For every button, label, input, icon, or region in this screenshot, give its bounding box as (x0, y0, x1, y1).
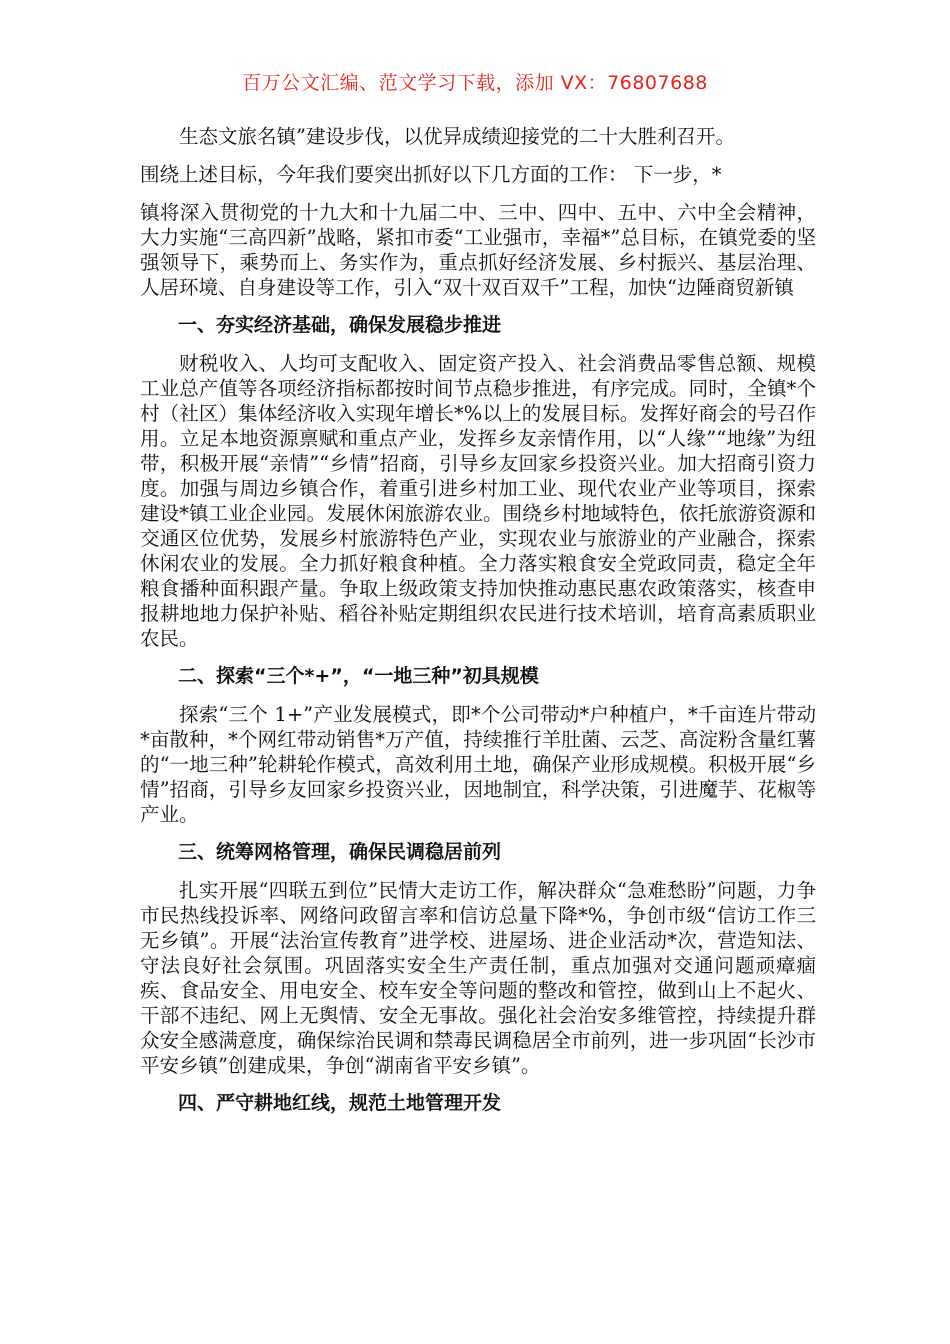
section-body-1: 财税收入、人均可支配收入、固定资产投入、社会消费品零售总额、规模工业总产值等各项经济指标都按时间节点稳步推进，有序完成。同时，全镇*个村（社区）集体经济收入实现年增长*%以上的发展目标。发挥好商会的号召作用。立足本地资源禀赋和重点产业，发挥乡友亲情作用，以“人缘”“地缘”为纽带，积极开展“亲情”“乡情”招商，引导乡友回家乡投资兴业。加大招商引资力度。加强与周边乡镇合作，着重引进乡村加工业、现代农业产业等项目，探索建设*镇工业企业园。发展休闲旅游农业。围绕乡村地域特色，依托旅游资源和交通区位优势，发展乡村旅游特色产业，实现农业与旅游业的产业融合，探索休闲农业的发展。全力抓好粮食种植。全力落实粮食安全党政同责，稳定全年粮食播种面积跟产量。争取上级政策支持加快推动惠民惠农政策落实，核查申报耕地地力保护补贴、稻谷补贴定期组织农民进行技术培训，培育高素质职业农民。 (140, 352, 816, 650)
intro-paragraph-1: 生态文旅名镇”建设步伐，以优异成绩迎接党的二十大胜利召开。 (179, 125, 735, 148)
section-heading-2: 二、探索“三个*+”，“一地三种”初具规模 (178, 665, 539, 687)
intro-paragraph-3: 镇将深入贯彻党的十九大和十九届二中、三中、四中、五中、六中全会精神，大力实施“三高四新”战略，紧扣市委“工业强市，幸福*”总目标，在镇党委的坚强领导下，乘势而上、务实作为，重点抓好经济发展、乡村振兴、基层治理、人居环境、自身建设等工作，引入“双十双百双千”工程，加快“边陲商贸新镇 (140, 201, 816, 299)
watermark-header: 百万公文汇编、范文学习下载，添加 VX：76807688 (242, 72, 708, 94)
section-heading-1: 一、夯实经济基础，确保发展稳步推进 (178, 314, 502, 336)
section-body-2: 探索“三个 1+”产业发展模式，即*个公司带动*户种植户，*千亩连片带动*亩散种，*个网红带动销售*万产值，持续推行羊肚菌、云芝、高淀粉含量红薯的“一地三种”轮耕轮作模式，高效利用土地，确保产业形成规模。积极开展“乡情”招商，引导乡友回家乡投资兴业，因地制宜，科学决策，引进魔芋、花椒等产业。 (140, 703, 816, 826)
section-heading-4: 四、严守耕地红线，规范土地管理开发 (178, 1092, 502, 1114)
section-heading-3: 三、统筹网格管理，确保民调稳居前列 (178, 841, 502, 863)
document-body (140, 124, 816, 1129)
section-body-3: 扎实开展“四联五到位”民情大走访工作，解决群众“急难愁盼”问题，力争市民热线投诉率、网络问政留言率和信访总量下降*%，争创市级“信访工作三无乡镇”。开展“法治宣传教育”进学校、进屋场、进企业活动*次，营造知法、守法良好社会氛围。巩固落实安全生产责任制，重点加强对交通问题顽瘴痼疾、食品安全、用电安全、校车安全等问题的整改和管控，做到山上不起火、干部不违纪、网上无舆情、安全无事故。强化社会治安多维管控，持续提升群众安全感满意度，确保综治民调和禁毒民调稳居全市前列，进一步巩固“长沙市平安乡镇”创建成果，争创“湖南省平安乡镇”。 (140, 879, 816, 1077)
intro-paragraph-2: 围绕上述目标，今年我们要突出抓好以下几方面的工作： 下一步，* (140, 163, 722, 186)
